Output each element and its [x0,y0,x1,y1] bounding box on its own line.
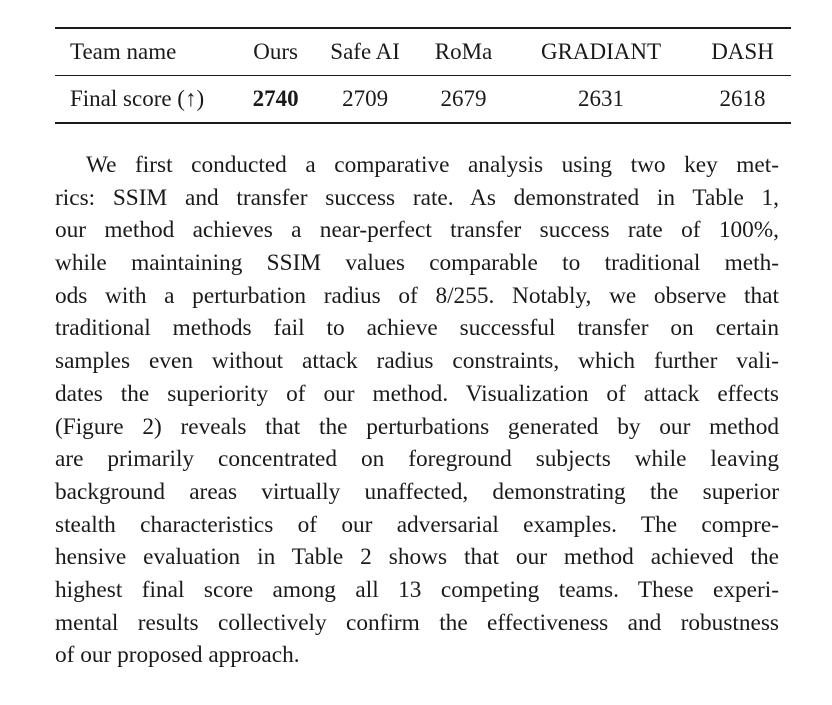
paragraph-line: ods with a perturbation radius of 8/255. Notably, we observe that [55,282,779,309]
score-safe-ai: 2709 [342,86,389,111]
header-roma: RoMa [434,39,493,64]
score-roma: 2679 [440,86,487,111]
paragraph-line: highest final score among all 13 competing teams. These experi- [55,576,779,603]
score-ours: 2740 [252,86,299,111]
header-dash: DASH [711,39,774,64]
paragraph-line: hensive evaluation in Table 2 shows that our method achieved the [55,544,779,571]
paragraph-line: traditional methods fail to achieve successful transfer on certain [55,315,779,342]
table-header-row [55,28,791,76]
header-gradiant: GRADIANT [540,39,662,64]
paragraph-line: while maintaining SSIM values comparable to traditional meth- [55,250,779,277]
paragraph-line: We first conducted a comparative analysis using two key met- [86,152,779,178]
final-score-table [55,27,791,124]
paragraph-line: background areas virtually unaffected, demonstrating the superior [55,478,779,505]
body-paragraph [55,149,779,672]
paragraph-line: mental results collectively confirm the effectiveness and robustness [55,609,779,636]
paragraph-line: our method achieves a near-perfect transfer success rate of 100%, [55,217,779,244]
paragraph-line: of our proposed approach. [55,642,300,669]
paragraph-line: stealth characteristics of our adversarial examples. The compre- [55,511,779,538]
paragraph-line: rics: SSIM and transfer success rate. As demonstrated in Table 1, [55,184,779,211]
score-dash: 2618 [719,86,766,111]
paragraph-line: (Figure 2) reveals that the perturbations generated by our method [55,413,779,440]
paragraph-line: are primarily concentrated on foreground subjects while leaving [55,446,779,473]
score-gradiant: 2631 [578,86,625,111]
paragraph-line: samples even without attack radius constraints, which further vali- [55,348,779,375]
header-safe-ai: Safe AI [330,39,400,64]
header-ours: Ours [253,39,298,64]
paragraph-line: dates the superiority of our method. Visualization of attack effects [55,380,779,407]
results-table-container [55,27,791,124]
table-row [55,76,791,124]
row-label-final-score: Final score (↑) [70,86,205,111]
header-team-name: Team name [70,39,177,64]
